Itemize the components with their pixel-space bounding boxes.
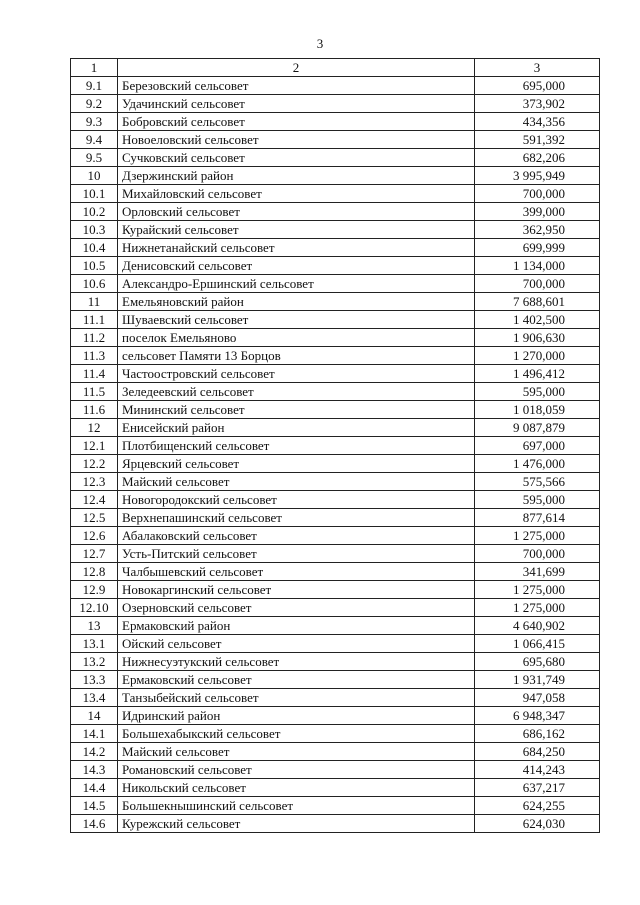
row-number: 10.5 (71, 257, 118, 275)
table-row (71, 167, 600, 185)
table-row (71, 311, 600, 329)
row-amount: 9 087,879 (475, 419, 600, 437)
row-name: Большекнышинский сельсовет (118, 797, 475, 815)
row-name: Ярцевский сельсовет (118, 455, 475, 473)
table-row (71, 671, 600, 689)
column-header-amount: 3 (475, 59, 600, 77)
row-name: Новогородокский сельсовет (118, 491, 475, 509)
row-amount: 1 275,000 (475, 599, 600, 617)
table-row (71, 599, 600, 617)
row-amount: 1 496,412 (475, 365, 600, 383)
row-amount: 341,699 (475, 563, 600, 581)
table-row (71, 545, 600, 563)
row-name: Верхнепашинский сельсовет (118, 509, 475, 527)
row-name: Орловский сельсовет (118, 203, 475, 221)
table-row (71, 491, 600, 509)
row-amount: 1 402,500 (475, 311, 600, 329)
row-number: 11.6 (71, 401, 118, 419)
row-number: 12.5 (71, 509, 118, 527)
row-amount: 591,392 (475, 131, 600, 149)
row-amount: 700,000 (475, 275, 600, 293)
row-name: Усть-Питский сельсовет (118, 545, 475, 563)
table-row (71, 95, 600, 113)
row-amount: 700,000 (475, 185, 600, 203)
table-row (71, 725, 600, 743)
table-row (71, 563, 600, 581)
row-number: 14.4 (71, 779, 118, 797)
table-row (71, 815, 600, 833)
row-number: 10 (71, 167, 118, 185)
table-row (71, 689, 600, 707)
row-name: Александро-Ершинский сельсовет (118, 275, 475, 293)
allocation-table (70, 58, 600, 833)
table-row (71, 239, 600, 257)
row-number: 12.3 (71, 473, 118, 491)
row-name: Дзержинский район (118, 167, 475, 185)
column-header-number: 1 (71, 59, 118, 77)
row-number: 9.5 (71, 149, 118, 167)
table-row (71, 401, 600, 419)
row-name: Курежский сельсовет (118, 815, 475, 833)
row-amount: 1 066,415 (475, 635, 600, 653)
row-name: Мининский сельсовет (118, 401, 475, 419)
row-name: Абалаковский сельсовет (118, 527, 475, 545)
row-amount: 1 906,630 (475, 329, 600, 347)
row-number: 11 (71, 293, 118, 311)
row-name: Енисейский район (118, 419, 475, 437)
table-row (71, 473, 600, 491)
row-amount: 1 476,000 (475, 455, 600, 473)
row-name: Нижнесуэтукский сельсовет (118, 653, 475, 671)
row-name: Частоостровский сельсовет (118, 365, 475, 383)
row-number: 14.1 (71, 725, 118, 743)
row-number: 12.7 (71, 545, 118, 563)
row-amount: 399,000 (475, 203, 600, 221)
row-name: Денисовский сельсовет (118, 257, 475, 275)
row-number: 12 (71, 419, 118, 437)
row-number: 11.4 (71, 365, 118, 383)
table-row (71, 383, 600, 401)
table-row (71, 455, 600, 473)
table-row (71, 797, 600, 815)
row-name: Курайский сельсовет (118, 221, 475, 239)
row-name: Бобровский сельсовет (118, 113, 475, 131)
row-name: Чалбышевский сельсовет (118, 563, 475, 581)
row-amount: 699,999 (475, 239, 600, 257)
table-row (71, 329, 600, 347)
row-number: 13.2 (71, 653, 118, 671)
row-amount: 700,000 (475, 545, 600, 563)
row-amount: 682,206 (475, 149, 600, 167)
row-number: 12.6 (71, 527, 118, 545)
row-number: 9.4 (71, 131, 118, 149)
row-amount: 684,250 (475, 743, 600, 761)
row-amount: 1 275,000 (475, 527, 600, 545)
row-amount: 624,255 (475, 797, 600, 815)
row-number: 12.9 (71, 581, 118, 599)
table-row (71, 653, 600, 671)
row-amount: 695,000 (475, 77, 600, 95)
row-number: 13.4 (71, 689, 118, 707)
row-number: 14.5 (71, 797, 118, 815)
row-amount: 637,217 (475, 779, 600, 797)
row-number: 11.5 (71, 383, 118, 401)
row-name: Танзыбейский сельсовет (118, 689, 475, 707)
row-name: Майский сельсовет (118, 743, 475, 761)
table-row (71, 509, 600, 527)
row-amount: 595,000 (475, 491, 600, 509)
table-row (71, 419, 600, 437)
row-number: 9.1 (71, 77, 118, 95)
table-row (71, 275, 600, 293)
row-amount: 1 134,000 (475, 257, 600, 275)
row-name: Плотбищенский сельсовет (118, 437, 475, 455)
row-amount: 595,000 (475, 383, 600, 401)
table-header-row (71, 59, 600, 77)
row-number: 10.1 (71, 185, 118, 203)
row-name: Сучковский сельсовет (118, 149, 475, 167)
row-name: Майский сельсовет (118, 473, 475, 491)
row-name: Михайловский сельсовет (118, 185, 475, 203)
row-amount: 414,243 (475, 761, 600, 779)
row-amount: 697,000 (475, 437, 600, 455)
row-amount: 373,902 (475, 95, 600, 113)
page-number: 3 (316, 36, 324, 51)
row-amount: 362,950 (475, 221, 600, 239)
table-row (71, 347, 600, 365)
row-name: Ойский сельсовет (118, 635, 475, 653)
table-row (71, 113, 600, 131)
row-number: 11.1 (71, 311, 118, 329)
row-amount: 947,058 (475, 689, 600, 707)
row-name: Зеледеевский сельсовет (118, 383, 475, 401)
row-number: 10.2 (71, 203, 118, 221)
row-number: 12.1 (71, 437, 118, 455)
row-name: Идринский район (118, 707, 475, 725)
row-number: 14 (71, 707, 118, 725)
row-number: 9.3 (71, 113, 118, 131)
row-name: Шуваевский сельсовет (118, 311, 475, 329)
row-name: Ермаковский сельсовет (118, 671, 475, 689)
row-number: 14.6 (71, 815, 118, 833)
row-number: 12.4 (71, 491, 118, 509)
table-row (71, 293, 600, 311)
table-row (71, 203, 600, 221)
table-row (71, 221, 600, 239)
row-number: 12.10 (71, 599, 118, 617)
table-row (71, 77, 600, 95)
row-amount: 3 995,949 (475, 167, 600, 185)
row-amount: 4 640,902 (475, 617, 600, 635)
row-amount: 575,566 (475, 473, 600, 491)
table-row (71, 527, 600, 545)
row-name: Емельяновский район (118, 293, 475, 311)
row-number: 10.4 (71, 239, 118, 257)
row-amount: 7 688,601 (475, 293, 600, 311)
table-row (71, 617, 600, 635)
row-name: сельсовет Памяти 13 Борцов (118, 347, 475, 365)
row-number: 13.3 (71, 671, 118, 689)
table-row (71, 149, 600, 167)
row-amount: 695,680 (475, 653, 600, 671)
row-number: 12.2 (71, 455, 118, 473)
row-name: Романовский сельсовет (118, 761, 475, 779)
row-name: Новоеловский сельсовет (118, 131, 475, 149)
row-number: 11.3 (71, 347, 118, 365)
row-number: 13.1 (71, 635, 118, 653)
row-amount: 877,614 (475, 509, 600, 527)
row-amount: 1 931,749 (475, 671, 600, 689)
row-name: Ермаковский район (118, 617, 475, 635)
table-row (71, 635, 600, 653)
table-row (71, 743, 600, 761)
row-name: Озерновский сельсовет (118, 599, 475, 617)
row-number: 14.3 (71, 761, 118, 779)
column-header-name: 2 (118, 59, 475, 77)
row-name: Большехабыкский сельсовет (118, 725, 475, 743)
table-row (71, 779, 600, 797)
table-row (71, 437, 600, 455)
table-row (71, 185, 600, 203)
row-number: 11.2 (71, 329, 118, 347)
row-name: Удачинский сельсовет (118, 95, 475, 113)
table-row (71, 257, 600, 275)
table-row (71, 707, 600, 725)
row-number: 10.3 (71, 221, 118, 239)
table-row (71, 365, 600, 383)
row-amount: 1 275,000 (475, 581, 600, 599)
row-amount: 434,356 (475, 113, 600, 131)
row-amount: 624,030 (475, 815, 600, 833)
row-number: 13 (71, 617, 118, 635)
table-row (71, 131, 600, 149)
row-amount: 1 018,059 (475, 401, 600, 419)
row-name: Нижнетанайский сельсовет (118, 239, 475, 257)
row-name: Березовский сельсовет (118, 77, 475, 95)
row-amount: 686,162 (475, 725, 600, 743)
row-amount: 6 948,347 (475, 707, 600, 725)
row-number: 10.6 (71, 275, 118, 293)
table-row (71, 761, 600, 779)
row-number: 12.8 (71, 563, 118, 581)
table-row (71, 581, 600, 599)
row-amount: 1 270,000 (475, 347, 600, 365)
row-name: поселок Емельяново (118, 329, 475, 347)
row-name: Новокаргинский сельсовет (118, 581, 475, 599)
row-name: Никольский сельсовет (118, 779, 475, 797)
row-number: 14.2 (71, 743, 118, 761)
row-number: 9.2 (71, 95, 118, 113)
